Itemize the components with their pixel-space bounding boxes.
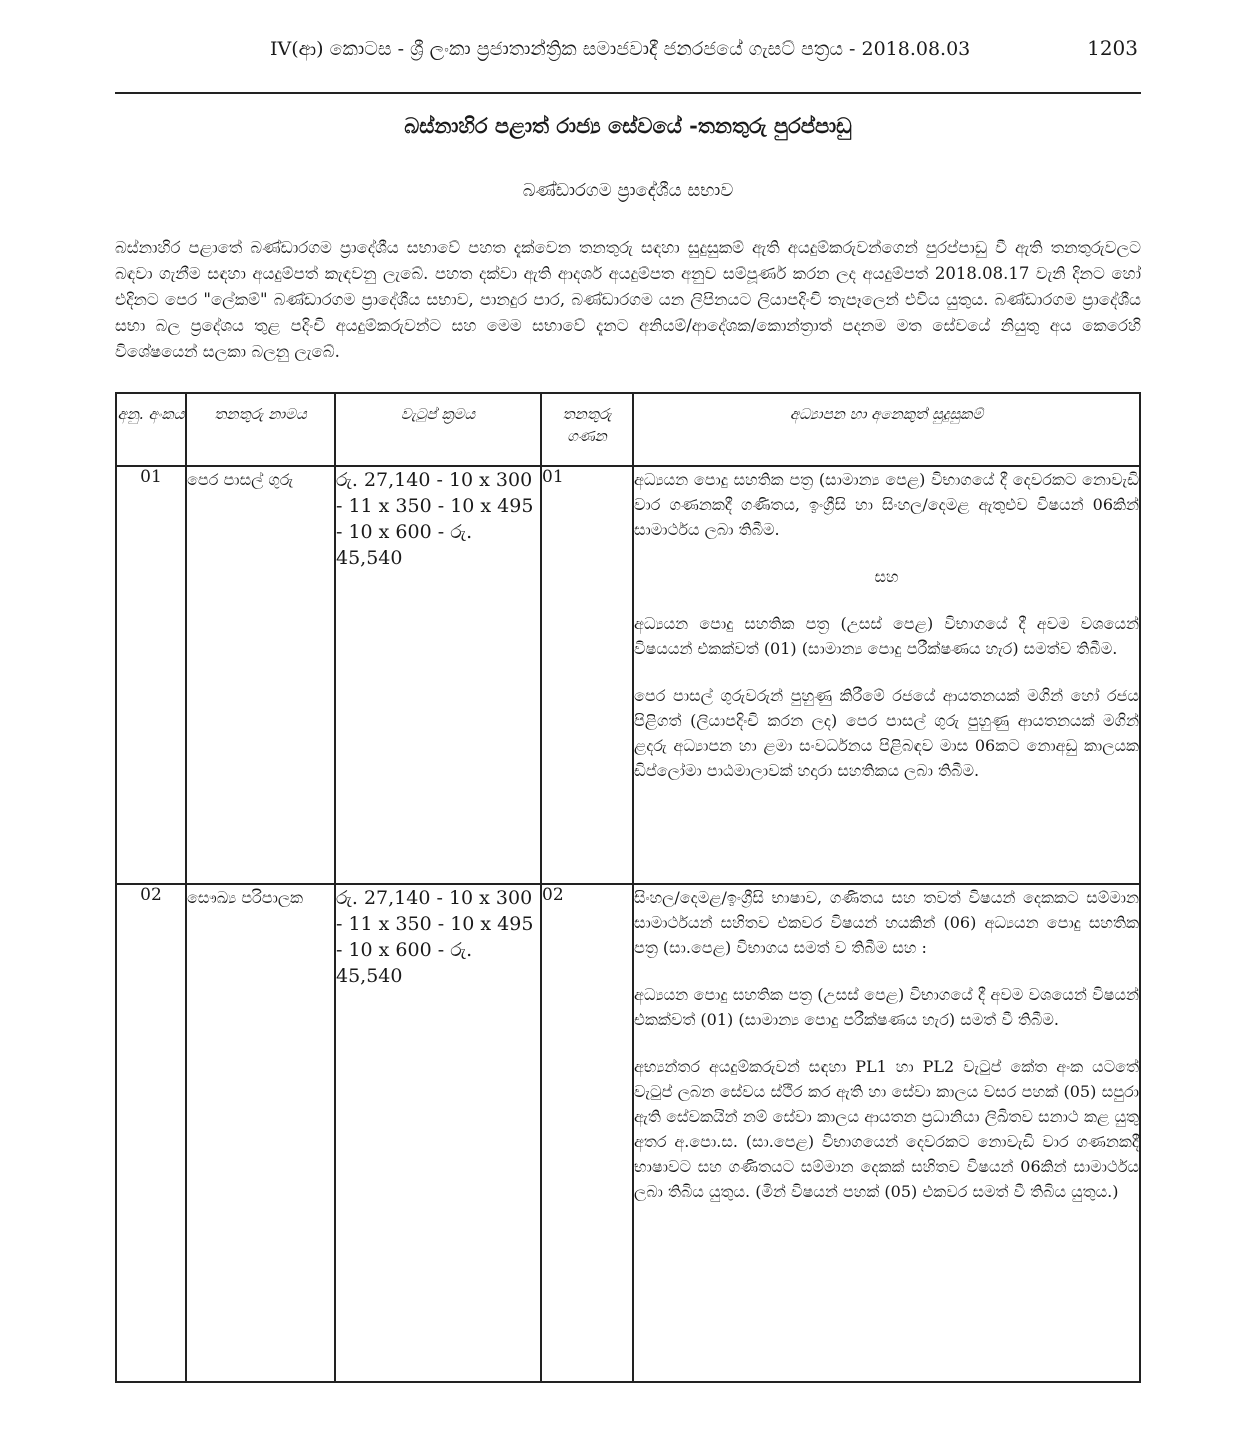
- qualification-paragraph: අධ්‍යයන පොදු සහතික පත්‍ර (උසස් පෙළ) විභාගයේ දී අවම වශයෙන් විෂයන් එකක්වත් (01) (සාමාන්‍ය පොදු පරීක්ෂණය හැර) සමත් වී තිබීම.: [634, 984, 1139, 1029]
- gazette-running-title: IV(ආ) කොටස - ශ්‍රී ලංකා ප්‍රජාතාන්ත්‍රික සමාජවාදී ජනරජයේ ගැසට් පත්‍රය - 2018.08.03: [270, 38, 971, 60]
- page-number: 1203: [1087, 36, 1138, 60]
- header-serial-no: අනු. අංකය: [116, 393, 186, 466]
- qualification-conjunction: සහ: [874, 567, 899, 586]
- vacancies-table: [115, 392, 1141, 1383]
- header-vacancies: තනතුරු ගණන: [541, 393, 633, 466]
- header-post-name: තනතුරු නාමය: [186, 393, 335, 466]
- intro-paragraph: බස්නාහිර පළාතේ බණ්ඩාරගම ප්‍රාදේශීය සභාවේ පහත දැක්වෙන තනතුරු සඳහා සුදුසුකම් ඇති අයදුම්කරුවන්ගෙන් පුරප්පාඩු වී ඇති තනතුරුවලට බඳවා ගැනීම සඳහා අයදුම්පත් කැඳවනු ලැබේ. පහත දක්වා ඇති ආදර්ශ අයදුම්පත අනුව සම්පූර්ණ කරන ලද අයදුම්පත් 2018.08.17 වැනි දිනට හෝ එදිනට පෙර "ලේකම්" බණ්ඩාරගම ප්‍රාදේශීය සභාව, පානදුර පාර, බණ්ඩාරගම යන ලිපිනයට ලියාපදිංචි තැපෑලෙන් එවිය යුතුය. බණ්ඩාරගම ප්‍රාදේශීය සභා බල ප්‍රදේශය තුළ පදිංචි අයදුම්කරුවන්ට සහ මෙම සභාවේ දැනට අනියම්/ආදේශක/කොන්ත්‍රාත් පදනම මත සේවයේ නියුතු අය කෙරෙහි විශේෂයෙන් සලකා බලනු ලැබේ.: [115, 238, 1141, 361]
- notice-title: බස්නාහිර පළාත් රාජ්‍ය සේවයේ -තනතුරු පුරප්පාඩු: [404, 113, 852, 138]
- row-qualifications: [633, 466, 1140, 884]
- row-post-name: පෙර පාසල් ගුරු: [186, 466, 335, 884]
- qualification-paragraph: අභ්‍යන්තර අයදුම්කරුවන් සඳහා PL1 හා PL2 වැටුප් කේත අංක යටතේ වැටුප් ලබන සේවය ස්ථිර කර ඇති හා සේවා කාලය වසර පහක් (05) සපුරා ඇති සේවකයින් නම් සේවා කාලය ආයතන ප්‍රධානියා ලිඛිතව සනාථ කළ යුතු අතර අ.පො.ස. (සා.පෙළ) විභාගයෙන් දෙවරකට නොවැඩි වාර ගණනකදී භාෂාවට සහ ගණිතයට සම්මාන දෙකක් සහිතව විෂයන් 06කින් සාමාර්ථය ලබා තිබිය යුතුය. (මින් විෂයන් පහක් (05) එකවර සමත් වී තිබිය යුතුය.): [634, 1056, 1139, 1201]
- row-serial-no: 02: [116, 884, 186, 1382]
- row-salary-scale: රු. 27,140 - 10 x 300 - 11 x 350 - 10 x 495 - 10 x 600 - රු. 45,540: [335, 884, 541, 1382]
- notice-subtitle: බණ්ඩාරගම ප්‍රාදේශීය සභාව: [522, 180, 734, 201]
- table-header-row: [116, 393, 1140, 466]
- row-salary-scale: රු. 27,140 - 10 x 300 - 11 x 350 - 10 x 495 - 10 x 600 - රු. 45,540: [335, 466, 541, 884]
- row-serial-no: 01: [116, 466, 186, 884]
- table-row: [116, 466, 1140, 884]
- qualification-paragraph: සිංහල/දෙමළ/ඉංග්‍රීසි භාෂාව, ගණිතය සහ තවත් විෂයන් දෙකකට සම්මාන සාමාර්ථයන් සහිතව එකවර විෂයන් හයකින් (06) අධ්‍යයන පොදු සහතික පත්‍ර (සා.පෙළ) විභාගය සමත් ව තිබීම සහ :: [634, 887, 1139, 957]
- row-vacancies: 01: [541, 466, 633, 884]
- qualification-paragraph: අධ්‍යයන පොදු සහතික පත්‍ර (සාමාන්‍ය පෙළ) විභාගයේ දී දෙවරකට නොවැඩි වාර ගණනකදී ගණිතය, ඉංග්‍රීසි හා සිංහල/දෙමළ ඇතුළුව විෂයන් 06කින් සාමාර්ථය ලබා තිබීම.: [634, 470, 1139, 539]
- row-post-name: සෞඛ්‍ය පරිපාලක: [186, 884, 335, 1382]
- header-salary-scale: වැටුප් ක්‍රමය: [335, 393, 541, 466]
- qualification-paragraph: පෙර පාසල් ගුරුවරුන් පුහුණු කිරීමේ රජයේ ආයතනයක් මගින් හෝ රජය පිළිගත් (ලියාපදිංචි කරන ලද) පෙර පාසල් ගුරු පුහුණු ආයතනයක් මගින් ළදරු අධ්‍යාපන හා ළමා සංවර්ධනය පිළිබඳව මාස 06කට නොඅඩු කාලයක ඩිප්ලෝමා පාඨමාලාවක් හදාරා සහතිකය ලබා තිබීම.: [634, 686, 1139, 780]
- table-row: [116, 884, 1140, 1382]
- row-qualifications: [633, 884, 1140, 1382]
- header-qualifications: අධ්‍යාපන හා අනෙකුත් සුදුසුකම්: [633, 393, 1140, 466]
- row-vacancies: 02: [541, 884, 633, 1382]
- header-rule: [115, 92, 1141, 94]
- qualification-paragraph: අධ්‍යයන පොදු සහතික පත්‍ර (උසස් පෙළ) විභාගයේ දී අවම වශයෙන් විෂයයන් එකක්වත් (01) (සාමාන්‍ය පොදු පරීක්ෂණය හැර) සමත්ව තිබීම.: [634, 614, 1139, 658]
